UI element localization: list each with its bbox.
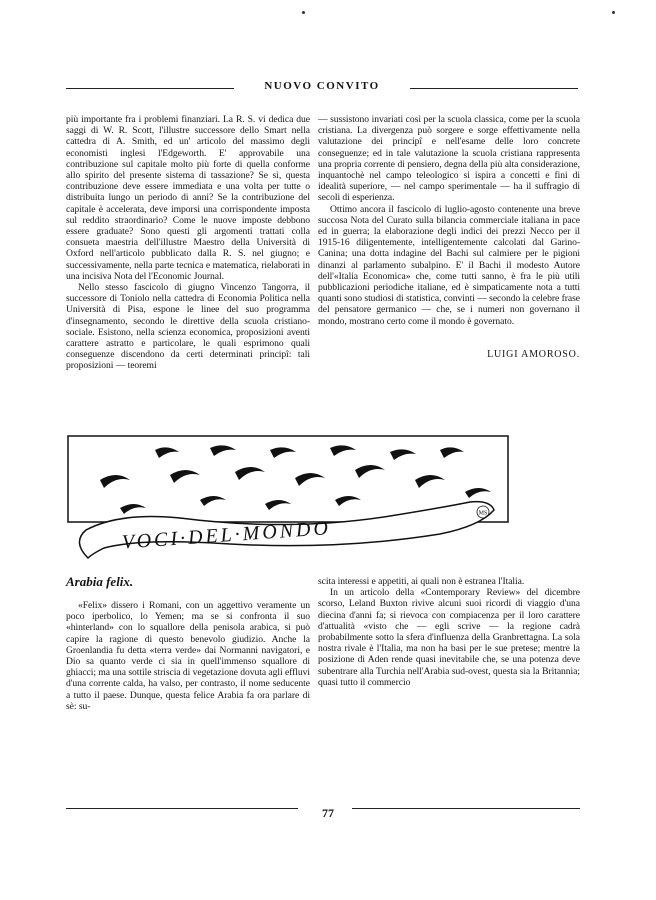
swallow-icon — [415, 475, 445, 488]
print-speck — [302, 11, 305, 14]
swallow-icon — [155, 447, 179, 458]
swallow-icon — [265, 500, 291, 510]
swallow-icons — [100, 445, 491, 514]
footer-rule-right — [352, 808, 580, 809]
top-right-column — [318, 114, 580, 360]
paragraph: «Felix» dissero i Romani, con un aggettivo veramente un poco iperbolico, lo Yemen; ma se si confronta il suo «hinterland» con lo squallore della penisola arabica, si può capire la ragione di questo benevolo giudizio. Anche la Groenlandia fu detta «terra verde» dai Normanni navigatori, e Dio sa quanto verde ci sia in quell'immenso squallore di ghiacci; ma una sottile striscia di vegetazione dovuta agli effluvi d'una corrente calda, ha valso, per contrasto, il nome seducente a tutto il paese. Dunque, questa felice Arabia fa ora parlare di sè: su- — [66, 600, 310, 712]
swallow-icon — [440, 447, 464, 458]
swallow-icon — [390, 449, 416, 460]
bottom-left-column — [66, 600, 310, 712]
swallow-icon — [465, 488, 491, 498]
swallow-icon — [270, 447, 296, 458]
swallow-icon — [120, 504, 146, 514]
page-number: 77 — [322, 806, 334, 820]
running-header: NUOVO CONVITO — [264, 80, 380, 92]
swallow-icon — [170, 470, 200, 483]
paragraph: — sussistono invariati così per la scuola classica, come per la scuola cristiana. La divergenza può sorgere e sorge effettivamente nella valutazione dei principî e nell'esame delle loro concrete conseguenze; ed in tale valutazione la scuola cristiana rappresenta una propria corrente di pensiero, degna della più alta considerazione, inquantochè nel campo teleologico si ispira a concetti e fini di idealità superiore, — nel campo sperimentale — ha il suffragio di secoli di esperienza. — [318, 114, 580, 204]
paragraph: scita interessi e appetiti, ai quali non è estranea l'Italia. — [318, 576, 525, 587]
monogram-text: MS — [478, 510, 488, 517]
author-signature: LUIGI AMOROSO. — [487, 348, 580, 360]
print-speck — [612, 11, 615, 14]
banner-title: VOCI·DEL·MONDO — [121, 517, 332, 554]
swallow-icon — [335, 496, 361, 506]
top-left-column — [66, 114, 310, 372]
voci-del-mondo-banner — [60, 430, 520, 560]
swallow-icon — [200, 496, 226, 506]
header-rule-left — [66, 88, 234, 89]
bottom-right-column — [318, 576, 580, 688]
swallow-icon — [330, 445, 356, 456]
swallow-icon — [100, 475, 130, 488]
paragraph: In un articolo della «Contemporary Review» del dicembre scorso, Leland Buxton rivive alcuni suoi ricordi di viaggio d'una diecina d'anni fa; si rievoca con compiacenza per il loro carattere d'attualità «visto che — egli scrive — la regione cadrà probabilmente sotto la sfera d'influenza della Granbrettagna. La sola nostra rivale è l'Italia, ma non ha basi per le sue pretese; mentre la posizione di Aden rende quasi inevitabile che, se una potenza deve subentrare alla Turchia nell'Arabia sud-ovest, questa sia la Britannia; quasi tutto il commercio — [318, 587, 580, 688]
paragraph: Ottimo ancora il fascicolo di luglio-agosto contenente una breve succosa Nota del Curato sulla bilancia commerciale italiana in pace ed in guerra; la elaborazione degli indici dei prezzi Necco per il 1915-16 diligentemente, intelligentemente calcolati dal Garino-Canina; una dotta indagine del Bachi sul calmiere per le pigioni dinanzi al parlamento subalpino. E' il Bachi il modesto Autore dell'«Italia Economica» che, come tutti sanno, è fra le più utili pubblicazioni periodiche italiane, ed è simpaticamente nota a tutti quanti sono studiosi di statistica, convinti — secondo la celebre frase del pensatore germanico — che, se i numeri non governano il mondo, mostrano certo come il mondo è governato. — [318, 203, 580, 327]
swallow-icon — [355, 465, 385, 478]
swallow-icon — [235, 467, 265, 480]
header-rule-right — [410, 88, 578, 89]
swallow-icon — [210, 445, 236, 456]
paragraph: Nello stesso fascicolo di giugno Vincenzo Tangorra, il successore di Toniolo nella cattedra di Economia Politica nella Università di Pisa, espone le linee del suo programma d'insegnamento, secondo le direttive della scuola cristiano-sociale. Esistono, nella scienza economica, proposizioni aventi carattere astratto e particolare, le quali esprimono quali conseguenze discendono da certi determinati principî: tali proposizioni — teoremi — [66, 282, 310, 372]
paragraph: più importante fra i problemi finanziari. La R. S. vi dedica due saggi di W. R. Scott, l'illustre successore dello Smart nella cattedra di A. Smith, ed un' articolo del massimo degli economisti inglesi l'Edgeworth. E' approvabile una contribuzione sul capitale molto più forte di quella conforme allo spirito del presente sistema di tassazione? Se sì, questa contribuzione deve essere immediata e una volta per tutte o distribuita lungo un periodo di anni? Se la contribuzione del capitale è accelerata, deve imporsi una corrispondente imposta sul reddito straordinario? Come le nuove imposte debbono essere graduate? Sono questi gli argomenti trattati colla consueta maestria dell'illustre Maestro della Università di Oxford nell'articolo pubblicato dalla R. S. nel giugno; e successivamente, nella parte tecnica e matematica, rielaborati in una incisiva Nota del l'Economic Journal. — [66, 114, 310, 282]
article-title: Arabia felix. — [66, 574, 134, 589]
swallow-icon — [295, 473, 325, 486]
